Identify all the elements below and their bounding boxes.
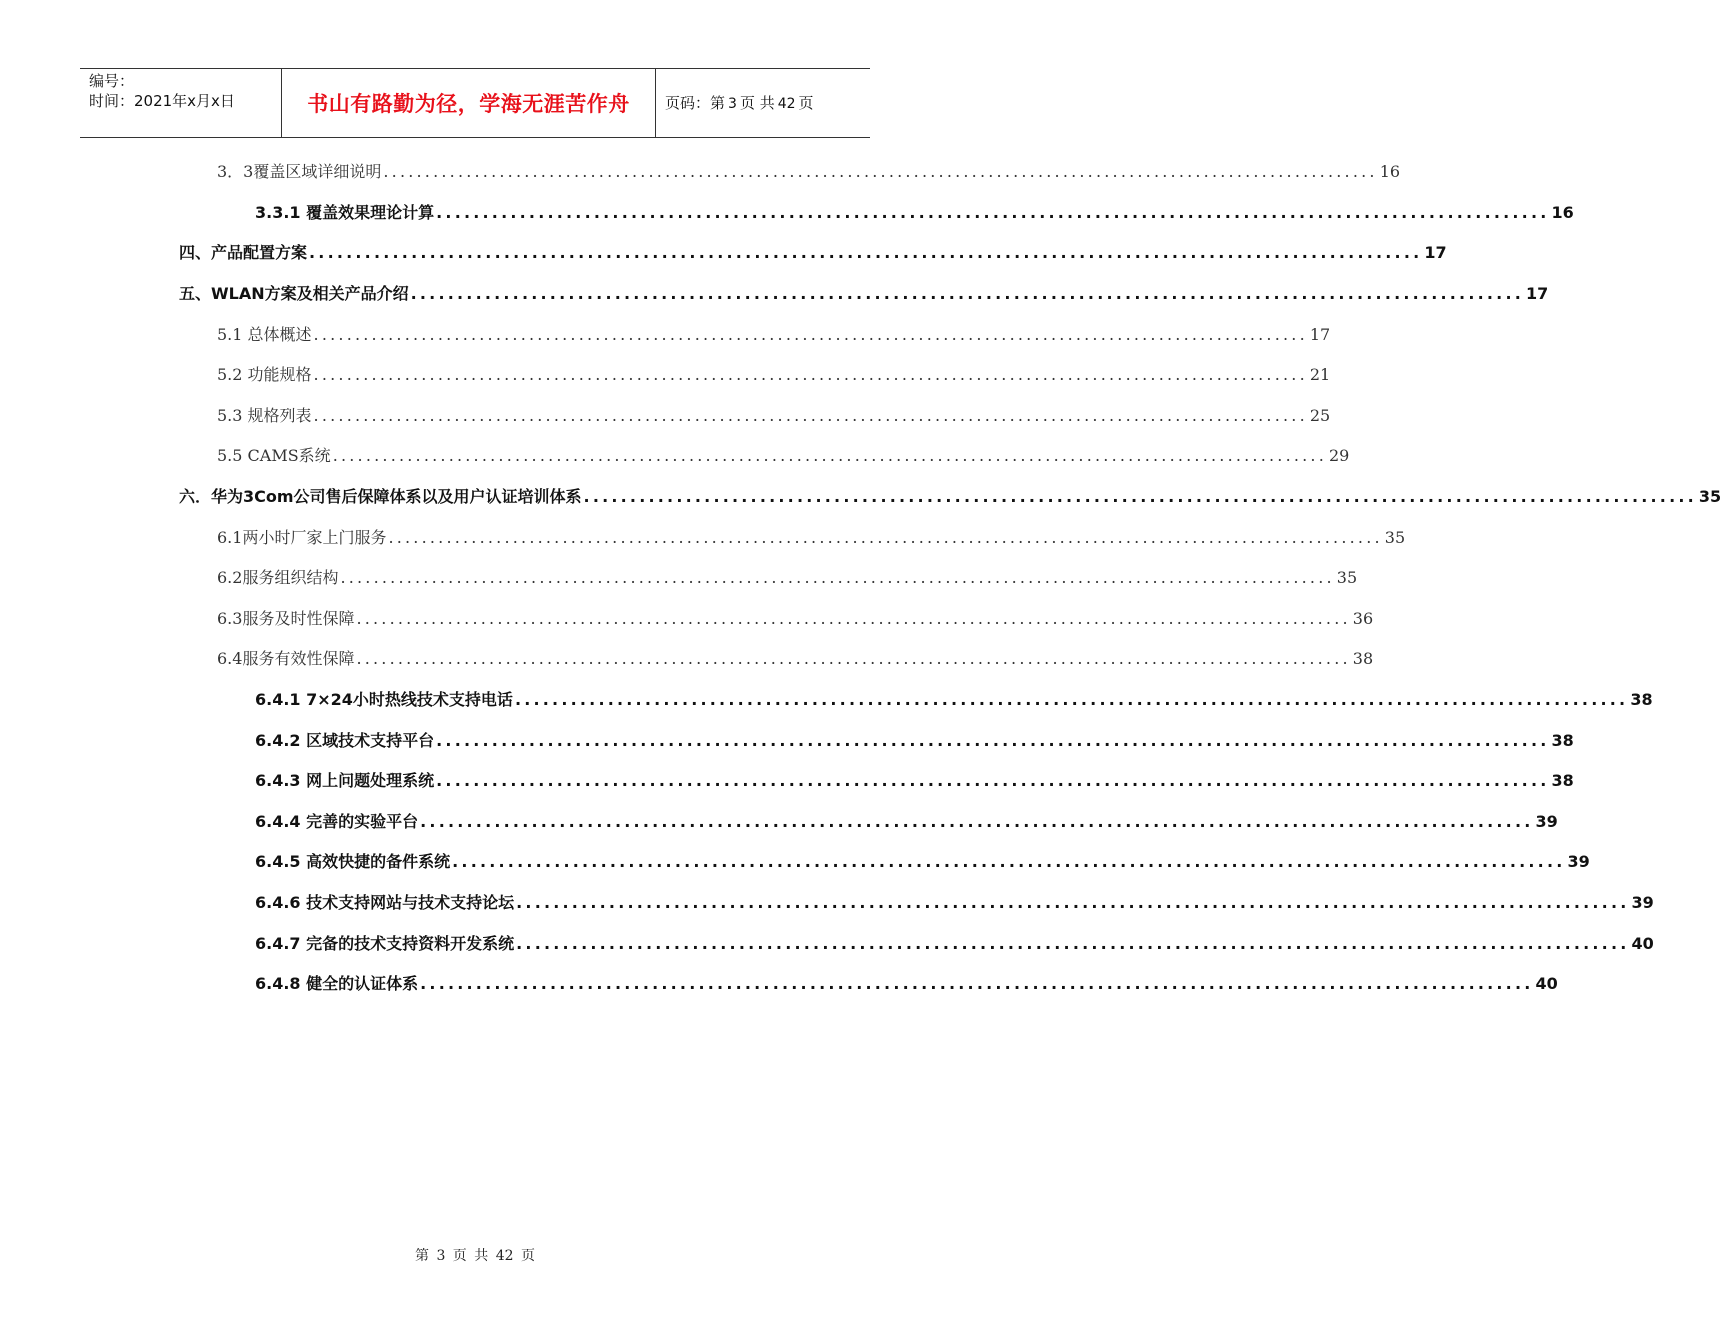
toc-leader-dots: ........................................................................................................................ [436, 771, 1550, 790]
toc-entry-title: 6.4.2 区域技术支持平台 [255, 731, 435, 750]
toc-entry[interactable] [179, 238, 1447, 264]
toc-entry-page: 39 [1567, 852, 1590, 871]
toc-entry[interactable] [255, 847, 1590, 873]
toc-entry-title: 3.3.1 覆盖效果理论计算 [255, 203, 435, 222]
toc-entry-title: 5.2 功能规格 [217, 365, 312, 384]
toc-leader-dots: ........................................................................................................................ [420, 974, 1534, 993]
toc-entry-title: 6.4.4 完善的实验平台 [255, 812, 419, 831]
toc-entry[interactable] [179, 482, 1721, 508]
toc-entry[interactable] [255, 198, 1574, 224]
toc-leader-dots: ........................................................................................................................ [452, 852, 1566, 871]
toc-entry-page: 38 [1630, 690, 1653, 709]
toc-entry-page: 35 [1384, 528, 1406, 547]
toc-entry-title: 6.4服务有效性保障 [217, 649, 355, 668]
toc-entry-title: 6.1两小时厂家上门服务 [217, 528, 387, 547]
page-suffix: 页 [798, 94, 814, 112]
toc-leader-dots: ........................................................................................................................ [356, 609, 1351, 628]
toc-entry[interactable] [217, 644, 1374, 670]
toc-entry-title: 3．3覆盖区域详细说明 [217, 162, 382, 181]
toc-entry-page: 40 [1631, 934, 1654, 953]
toc-entry-page: 35 [1336, 568, 1358, 587]
header-page-cell [655, 69, 870, 137]
toc-leader-dots: ........................................................................................................................ [516, 893, 1630, 912]
toc-entry[interactable] [255, 807, 1558, 833]
page-footer: 第 3 页 共 42 页 [415, 1248, 535, 1264]
header-motto: 书山有路勤为径，学海无涯苦作舟 [307, 92, 630, 116]
toc-entry-title: 5.3 规格列表 [217, 406, 312, 425]
toc-entry-page: 29 [1329, 446, 1350, 465]
toc-leader-dots: ........................................................................................................................ [356, 649, 1351, 668]
toc-entry-page: 17 [1526, 284, 1549, 303]
toc-leader-dots: ........................................................................................................................ [388, 528, 1383, 547]
toc-entry-page: 16 [1379, 162, 1401, 181]
toc-entry-page: 36 [1352, 609, 1374, 628]
toc-entry[interactable] [255, 685, 1653, 711]
toc-entry-page: 39 [1631, 893, 1654, 912]
toc-leader-dots: ........................................................................................................................ [514, 690, 1629, 709]
header-motto-cell [281, 69, 656, 137]
toc-entry[interactable] [217, 157, 1401, 183]
toc-entry-title: 6.2服务组织结构 [217, 568, 339, 587]
toc-entry-title: 五、WLAN方案及相关产品介绍 [179, 284, 409, 303]
toc-leader-dots: ........................................................................................................................ [410, 284, 1524, 303]
toc-entry-page: 38 [1551, 731, 1574, 750]
toc-entry[interactable] [255, 969, 1558, 995]
toc-entry-title: 6.4.5 高效快捷的备件系统 [255, 852, 451, 871]
toc-leader-dots: ........................................................................................................................ [309, 243, 1423, 262]
toc-entry-page: 17 [1424, 243, 1447, 262]
toc-leader-dots: ........................................................................................................................ [332, 446, 1327, 465]
toc-entry[interactable] [179, 279, 1549, 305]
toc-entry[interactable] [255, 726, 1574, 752]
toc-entry-title: 6.4.3 网上问题处理系统 [255, 771, 435, 790]
toc-leader-dots: ........................................................................................................................ [516, 934, 1630, 953]
toc-entry[interactable] [217, 360, 1331, 386]
toc-entry[interactable] [217, 401, 1331, 427]
toc-entry-page: 17 [1309, 325, 1331, 344]
toc-leader-dots: ........................................................................................................................ [340, 568, 1335, 587]
current-page-number: 3 [728, 96, 737, 112]
toc-entry[interactable] [217, 320, 1331, 346]
toc-entry-page: 16 [1551, 203, 1574, 222]
toc-entry-page: 39 [1535, 812, 1558, 831]
toc-entry[interactable] [255, 929, 1654, 955]
toc-entry[interactable] [217, 523, 1406, 549]
toc-entry-title: 六．华为3Com公司售后保障体系以及用户认证培训体系 [179, 487, 582, 506]
document-date-label: 时间：2021年x月x日 [89, 92, 235, 110]
page-header [80, 68, 870, 138]
toc-entry-title: 6.4.8 健全的认证体系 [255, 974, 419, 993]
toc-entry-page: 21 [1309, 365, 1331, 384]
toc-entry-title: 6.4.7 完备的技术支持资料开发系统 [255, 934, 515, 953]
toc-entry[interactable] [255, 766, 1574, 792]
toc-leader-dots: ........................................................................................................................ [313, 365, 1308, 384]
toc-leader-dots: ........................................................................................................................ [313, 325, 1308, 344]
toc-entry-page: 35 [1698, 487, 1721, 506]
total-page-number: 42 [777, 96, 796, 112]
toc-entry-page: 25 [1309, 406, 1331, 425]
header-page-info [665, 93, 814, 114]
toc-entry[interactable] [217, 604, 1374, 630]
toc-entry-title: 6.4.6 技术支持网站与技术支持论坛 [255, 893, 515, 912]
toc-leader-dots: ........................................................................................................................ [583, 487, 1697, 506]
toc-entry-title: 四、产品配置方案 [179, 243, 308, 262]
document-number-label: 编号： [89, 72, 135, 90]
toc-entry-page: 40 [1535, 974, 1558, 993]
page-middle: 页 共 [739, 94, 775, 112]
toc-entry[interactable] [255, 888, 1654, 914]
toc-entry-title: 5.1 总体概述 [217, 325, 312, 344]
header-meta-cell [80, 69, 281, 137]
toc-entry[interactable] [217, 563, 1358, 589]
toc-leader-dots: ........................................................................................................................ [313, 406, 1308, 425]
toc-leader-dots: ........................................................................................................................ [436, 203, 1550, 222]
toc-entry-title: 6.3服务及时性保障 [217, 609, 355, 628]
toc-entry-page: 38 [1551, 771, 1574, 790]
page-prefix: 页码：第 [665, 94, 726, 112]
toc-entry-page: 38 [1352, 649, 1374, 668]
toc-entry-title: 6.4.1 7×24小时热线技术支持电话 [255, 690, 513, 709]
toc-entry-title: 5.5 CAMS系统 [217, 446, 331, 465]
toc-leader-dots: ........................................................................................................................ [420, 812, 1534, 831]
toc-leader-dots: ........................................................................................................................ [436, 731, 1550, 750]
toc-leader-dots: ........................................................................................................................ [383, 162, 1378, 181]
toc-entry[interactable] [217, 441, 1350, 467]
